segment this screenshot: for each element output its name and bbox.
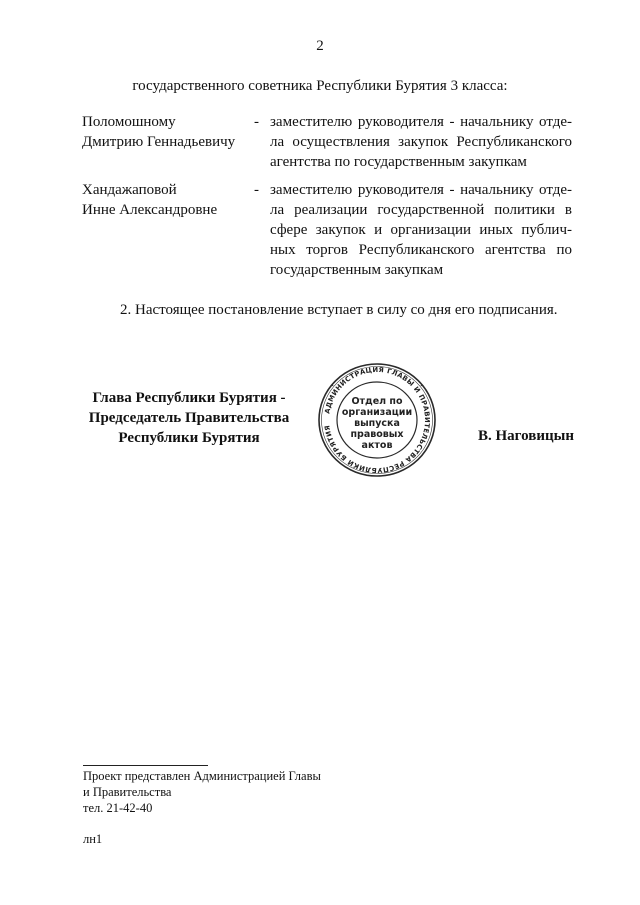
intro-line: государственного советника Республики Бурятия 3 класса:: [132, 78, 508, 94]
appointee-name: [82, 112, 252, 152]
entry-dash: -: [254, 182, 259, 198]
appointee-name: [82, 180, 252, 220]
appointee-name-line: Поломошному: [82, 114, 176, 130]
appointment-entry: [82, 180, 572, 280]
signatory-title-line: Глава Республики Бурятия -: [92, 390, 286, 406]
appointee-position: [270, 180, 572, 280]
signatory-title-line: Председатель Правительства: [88, 410, 290, 426]
position-line: ла реализации государственной политики в: [270, 202, 572, 218]
footnote-divider: [83, 765, 208, 766]
appointee-name-line: Хандажаповой: [82, 182, 177, 198]
footnote: [83, 768, 321, 816]
stamp-center-line: организации: [341, 407, 413, 418]
page-number: 2: [316, 38, 324, 54]
appointee-name-line: Дмитрию Геннадьевичу: [82, 134, 236, 150]
position-line: заместителю руководителя - начальнику отде-: [270, 114, 572, 130]
author-code: лн1: [83, 832, 103, 846]
signatory-name: В. Наговицын: [478, 428, 574, 444]
appointee-position: [270, 112, 572, 172]
appointment-entry: [82, 112, 572, 172]
position-line: сфере закупок и организации иных публич-: [270, 222, 572, 238]
position-line: агентства по государственным закупкам: [270, 154, 527, 170]
position-line: ла осуществления закупок Республиканского: [270, 134, 572, 150]
stamp-ring-text: АДМИНИСТРАЦИЯ ГЛАВЫ И ПРАВИТЕЛЬСТВА РЕСПУБЛИКИ БУРЯТИЯ: [323, 365, 432, 475]
footnote-line: и Правительства: [83, 785, 172, 799]
footnote-line: Проект представлен Администрацией Главы: [83, 769, 321, 783]
position-line: ных торгов Республиканского агентства по: [270, 242, 572, 258]
stamp-center-line: правовых: [350, 429, 404, 440]
signatory-title-line: Республики Бурятия: [118, 430, 260, 446]
stamp-center-line: Отдел по: [351, 396, 403, 407]
appointee-name-line: Инне Александровне: [82, 202, 218, 218]
signatory-title: [78, 388, 300, 448]
position-line: государственным закупкам: [270, 262, 444, 278]
position-line: заместителю руководителя - начальнику отде-: [270, 182, 572, 198]
entry-dash: -: [254, 114, 259, 130]
footnote-line: тел. 21-42-40: [83, 801, 153, 815]
official-stamp-icon: [312, 360, 442, 480]
clause-2: 2. Настоящее постановление вступает в силу со дня его подписания.: [120, 302, 558, 318]
stamp-center-line: выпуска: [354, 418, 400, 429]
stamp-center-line: актов: [361, 440, 393, 451]
